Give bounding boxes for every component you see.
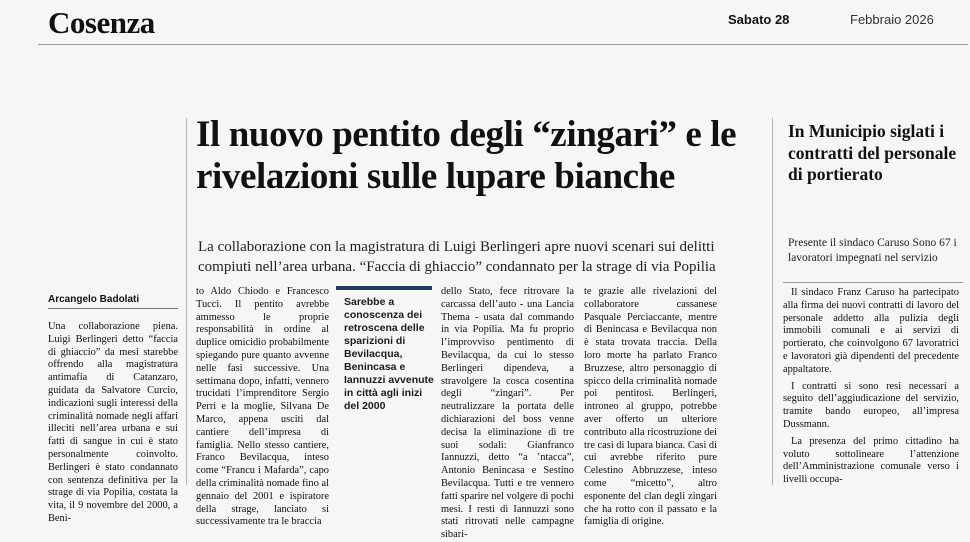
article-column-4: te grazie alle rivelazioni del collaboratore cassanese Pasquale Perciaccante, mentre di Benincasa e Bevilacqua non è stata trovata traccia. Della loro morte ha parlato Franco Bruzzese, altro personaggio di spicco della criminalità nomade poi pentitosi. Berlingeri, introneo al gruppo, potrebbe aver offerto un ulteriore contributo alla ricostruzione dei tre casi di lupara bianca. Casi di cui avrebbe riferito pure Celestino Abbruzzese, inteso come “micetto”, altro esponente del clan degli zingari che ha rotto con il passato e la famiglia di origine. (584, 286, 718, 528)
section-title: Cosenza (48, 5, 155, 40)
article-column-1: Una collaborazione piena. Luigi Berlingeri detto “faccia di ghiaccio” da mesi starebbe offrendo alla magistratura antimafia di Catanzaro, guidata da Salvatore Curcio, indicazioni sugli interessi della criminalità nomade negli affari illeciti nell’area urbana e sui fatti di sangue in cui è stato personalmente coinvolto. Berlingeri è stato condannato con sentenza definitiva per la strage di via Popilia, costata la vita, il 9 novembre del 2000, a Beni- (48, 321, 178, 524)
sidebar-body (783, 287, 959, 485)
issue-day: Sabato 28 (728, 12, 790, 27)
article-pullquote: Sarebbe a conoscenza dei retroscena delle sparizioni di Bevilacqua, Benincasa e Iannuzzi avvenute in città agli inizi del 2000 (344, 296, 434, 412)
sidebar-paragraph: Il sindaco Franz Caruso ha partecipato alla firma dei nuovi contratti di lavoro del personale addetto alla pulizia degli immobili comunali e ai servizi di portierato, che coinvolgono 67 lavoratrici e lavoratori già dipendenti del precedente appaltatore. (783, 287, 959, 375)
pullquote-accent (336, 286, 432, 290)
sidebar-paragraph: I contratti si sono resi necessari a seguito dell’aggiudicazione del servizio, tramite bando europeo, all’impresa Dussmann. (783, 380, 959, 430)
issue-month-year: Febbraio 2026 (850, 12, 934, 27)
sidebar-headline: In Municipio siglati i contratti del personale di portierato (788, 121, 957, 184)
column-divider (186, 118, 187, 485)
article-standfirst: La collaborazione con la magistratura di Luigi Berlingeri apre nuovi scenari sui delitti compiuti nell’area urbana. “Faccia di ghiaccio” condannato per la strage di via Popilia (198, 239, 716, 275)
header-divider (38, 44, 968, 45)
sidebar-subheading: Presente il sindaco Caruso Sono 67 i lavoratori impegnati nel servizio (788, 237, 957, 264)
article-column-3: dello Stato, fece ritrovare la carcassa dell’auto - una Lancia Thema - usata dal commando in via Popilia. Ma fu proprio l’improvviso pentimento di Bevilacqua, da cui lo stesso Berlingeri dipendeva, a stravolgere la cosca cosentina degli “zingari”. Per neutralizzare la portata delle dichiarazioni del boss venne decisa la eliminazione di tre suoi sodali: Gianfranco Iannuzzi, detto “a ’ntacca”, Antonio Benincasa e Sestino Bevilacqua. Tutti e tre vennero fatti sparire nel volgere di pochi mesi. I resti di Iannuzzi sono stati ritrovati nelle campagne sibari- (441, 286, 575, 541)
article-headline: Il nuovo pentito degli “zingari” e le rivelazioni sulle lupare bianche (196, 114, 737, 197)
sidebar-divider (783, 282, 963, 283)
column-divider (772, 118, 773, 485)
article-byline: Arcangelo Badolati (48, 294, 140, 305)
sidebar-paragraph: La presenza del primo cittadino ha voluto sottolineare l’attenzione dell’Amministrazione comunale verso i livelli occupa- (783, 435, 959, 486)
article-column-2: to Aldo Chiodo e Francesco Tucci. Il pentito avrebbe ammesso le proprie responsabilità in ordine al duplice omicidio probabilmente spiegando pure quanto avvenne nelle fasi successive. Una settimana dopo, infatti, vennero trucidati l’imprenditore Sergio Perri e la moglie, Silvana De Marco, appena usciti dal cantiere dell’impresa di famiglia. Nello stesso cantiere, Franco Bevilacqua, inteso come “Francu i Mafarda”, capo della criminalità nomade fino al gennaio del 2001 e ispiratore della strage, lanciato si successivamente tra le braccia (196, 286, 329, 528)
byline-divider (48, 308, 178, 309)
